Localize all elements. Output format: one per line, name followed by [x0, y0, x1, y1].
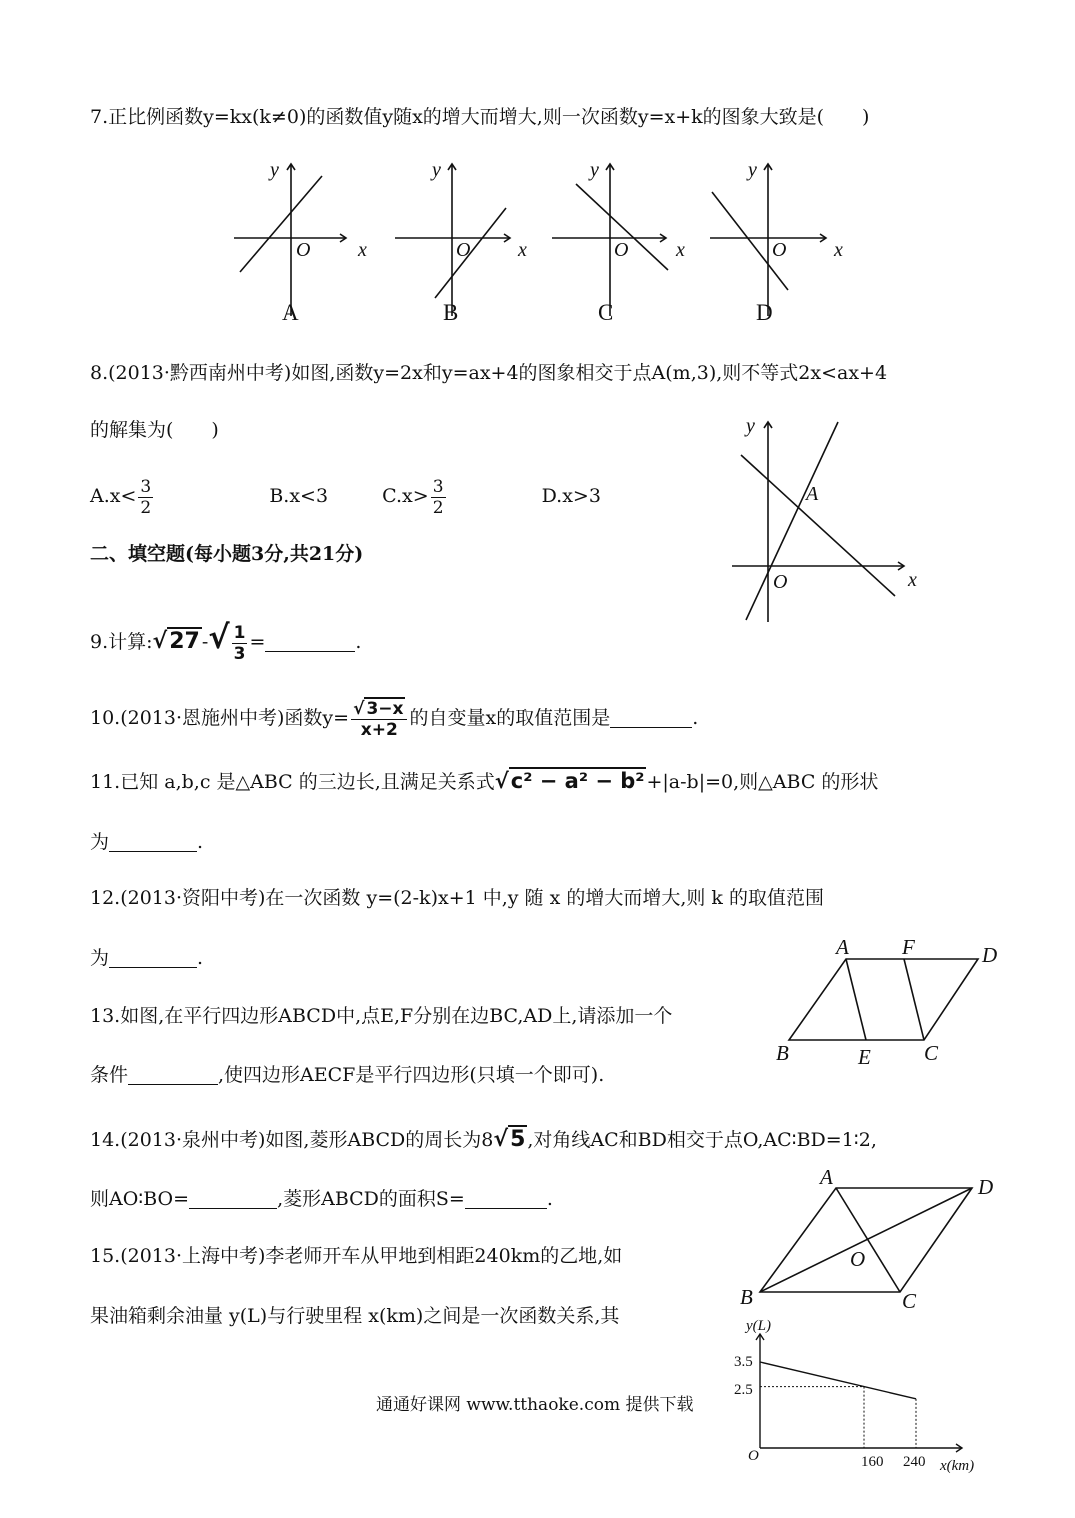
frac-num: 1	[233, 622, 246, 643]
question-8-line1: 8.(2013·黔西南州中考)如图,函数y=2x和y=ax+4的图象相交于点A(m,3),则不等式2x<ax+4	[90, 362, 888, 384]
q9-prefix: 9.计算:	[90, 631, 153, 653]
q7-option-a: A	[282, 300, 299, 325]
q14-line2-mid: ,菱形ABCD的面积S=	[277, 1188, 465, 1210]
frac-den: 3	[233, 643, 246, 664]
q7-d-ylabel: y	[748, 159, 757, 181]
q7-b-xlabel: x	[518, 239, 527, 261]
q15-axes	[756, 1334, 962, 1452]
q10-end: .	[692, 707, 699, 729]
q9-minus: -	[201, 631, 209, 653]
q14-label-b: B	[740, 1285, 753, 1309]
question-13-line1: 13.如图,在平行四边形ABCD中,点E,F分别在边BC,AD上,请添加一个	[90, 1005, 673, 1027]
q13-label-c: C	[924, 1041, 939, 1065]
q11-sqrt: √c² − a² − b²	[494, 769, 645, 793]
q9-equals: =	[249, 631, 266, 653]
question-15-line1: 15.(2013·上海中考)李老师开车从甲地到相距240km的乙地,如	[90, 1245, 623, 1267]
q8-option-b: B.x<3	[269, 485, 329, 507]
q15-ylabel: y(L)	[746, 1318, 771, 1334]
q7-option-b: B	[443, 300, 459, 325]
q8-point-a: A	[806, 483, 819, 505]
q15-ytick-2-5: 2.5	[734, 1382, 753, 1398]
q7-a-xlabel: x	[358, 239, 367, 261]
q13-label-d: D	[982, 943, 998, 967]
q9-sqrt-27: √27	[152, 629, 200, 654]
q13-label-b: B	[776, 1041, 789, 1065]
frac-num: 3	[432, 476, 444, 497]
q7-option-c: C	[598, 300, 614, 325]
q8-xlabel: x	[908, 569, 917, 591]
q15-series-line	[760, 1362, 916, 1399]
frac-den: x+2	[360, 719, 398, 740]
q8-option-d: D.x>3	[541, 485, 601, 507]
q7-d-origin: O	[772, 239, 787, 261]
q13-label-a: A	[836, 935, 849, 959]
q15-xtick-240: 240	[903, 1454, 926, 1470]
q11-end: .	[197, 831, 204, 853]
q15-ytick-3-5: 3.5	[734, 1354, 753, 1370]
q7-b-origin: O	[456, 239, 471, 261]
q10-radicand: 3−x	[366, 698, 404, 719]
q12-line2: 为	[90, 947, 110, 969]
question-7-text: 7.正比例函数y=kx(k≠0)的函数值y随x的增大而增大,则一次函数y=x+k的图象大致是( )	[90, 106, 870, 128]
question-15-line2: 果油箱剩余油量 y(L)与行驶里程 x(km)之间是一次函数关系,其	[90, 1305, 620, 1327]
q10-suffix: 的自变量x的取值范围是	[409, 707, 611, 729]
q14-end: .	[546, 1188, 553, 1210]
q11-prefix: 11.已知 a,b,c 是△ABC 的三边长,且满足关系式	[90, 771, 495, 793]
q13-line2-pre: 条件	[90, 1064, 129, 1086]
q13-label-e: E	[858, 1045, 871, 1069]
q8-origin: O	[773, 571, 788, 593]
q14-label-c: C	[902, 1289, 917, 1313]
q7-d-xlabel: x	[834, 239, 843, 261]
q11-line2: 为	[90, 831, 110, 853]
q7-b-ylabel: y	[432, 159, 441, 181]
q11-radicand: c² − a² − b²	[510, 769, 645, 793]
q14-label-o: O	[850, 1247, 866, 1271]
frac-den: 2	[140, 497, 152, 518]
q10-prefix: 10.(2013·恩施州中考)函数y=	[90, 707, 350, 729]
q9-radicand: 27	[169, 629, 200, 654]
q13-line2-post: ,使四边形AECF是平行四边形(只填一个即可).	[218, 1064, 605, 1086]
q14-radicand: 5	[510, 1127, 526, 1152]
q9-end: .	[355, 631, 362, 653]
q7-option-d: D	[756, 300, 773, 325]
q11-suffix: +|a-b|=0,则△ABC 的形状	[646, 771, 879, 793]
q14-line2-pre: 则AO∶BO=	[90, 1188, 190, 1210]
q15-origin: O	[748, 1448, 759, 1464]
frac-den: 2	[432, 497, 444, 518]
frac-num: 3	[140, 476, 152, 497]
section-2-heading: 二、填空题(每小题3分,共21分)	[90, 543, 364, 565]
q7-c-origin: O	[614, 239, 629, 261]
q8-ylabel: y	[746, 415, 755, 437]
q9-sqrt-frac: √	[208, 618, 230, 656]
q8-option-c-text: C.x>	[382, 485, 429, 507]
q7-c-ylabel: y	[590, 159, 599, 181]
q12-end: .	[197, 947, 204, 969]
q7-a-ylabel: y	[270, 159, 279, 181]
q7-c-xlabel: x	[676, 239, 685, 261]
q14-label-d: D	[978, 1175, 994, 1199]
q15-xtick-160: 160	[861, 1454, 884, 1470]
question-12-line1: 12.(2013·资阳中考)在一次函数 y=(2-k)x+1 中,y 随 x 的增大而增大,则 k 的取值范围	[90, 887, 824, 909]
q14-sqrt-5: √5	[493, 1127, 526, 1152]
frac-num: √ 3−x	[351, 699, 407, 720]
q15-xlabel: x(km)	[940, 1458, 975, 1474]
q14-suffix: ,对角线AC和BD相交于点O,AC∶BD=1∶2,	[527, 1129, 877, 1151]
q13-label-f: F	[902, 935, 915, 959]
q8-option-a-text: A.x<	[90, 485, 137, 507]
q14-label-a: A	[820, 1165, 833, 1189]
q7-a-origin: O	[296, 239, 311, 261]
footer-credit: 通通好课网 www.tthaoke.com 提供下载	[376, 1395, 694, 1415]
q14-prefix: 14.(2013·泉州中考)如图,菱形ABCD的周长为8	[90, 1129, 494, 1151]
question-8-line2: 的解集为( )	[90, 419, 219, 441]
